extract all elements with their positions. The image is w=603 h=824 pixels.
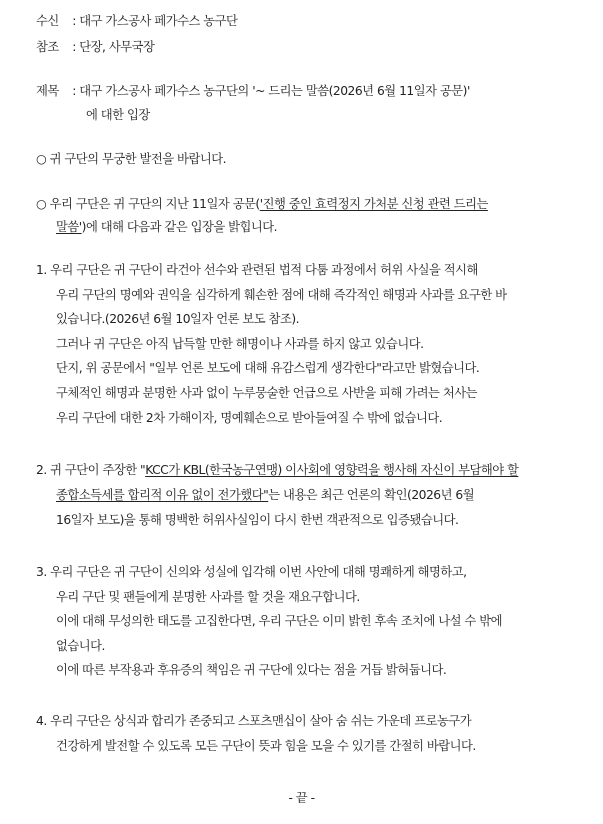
section-3-line-3: 이에 대해 무성의한 태도를 고집한다면, 우리 구단은 이미 밝힌 후속 조치에 나설 수 밖에: [56, 614, 502, 628]
section-1-line-3: 있습니다.(2026년 6월 10일자 언론 보도 참조).: [56, 312, 300, 326]
section-1-line-4: 그러나 귀 구단은 아직 납득할 만한 해명이나 사과를 하지 않고 있습니다.: [56, 337, 424, 351]
purpose-bullet-line-2: [56, 219, 277, 235]
section-2-line-1: [36, 462, 518, 478]
recipient-value: 대구 가스공사 페가수스 농구단: [79, 14, 238, 28]
purpose-bullet-line-1: [36, 196, 488, 212]
cc-value: 단장, 사무국장: [79, 40, 155, 54]
section-3-line-4: 없습니다.: [56, 639, 105, 653]
subject-line-1: 대구 가스공사 페가수스 농구단의 '~ 드리는 말씀(2026년 6월 11일자 공문)': [79, 84, 470, 98]
subject-row: 제목 : 대구 가스공사 페가수스 농구단의 '~ 드리는 말씀(2026년 6월 11일자 공문)': [36, 84, 470, 98]
section-3-line-1: 3. 우리 구단은 귀 구단이 신의와 성실에 입각해 이번 사안에 대해 명쾌하게 해명하고,: [36, 565, 467, 579]
section-1-line-7: 우리 구단에 대한 2차 가해이자, 명예훼손으로 받아들여질 수 밖에 없습니다.: [56, 411, 443, 425]
section-3-line-2: 우리 구단 및 팬들에게 분명한 사과를 할 것을 재요구합니다.: [56, 590, 360, 604]
purpose-bullet-prefix: ○ 우리 구단은 귀 구단의 지난 11일자 공문(: [36, 197, 260, 211]
purpose-bullet-suffix: )에 대해 다음과 같은 입장을 밝힙니다.: [81, 220, 278, 234]
section-4-line-2: 건강하게 발전할 수 있도록 모든 구단이 뜻과 힘을 모을 수 있기를 간절히 바랍니다.: [56, 739, 476, 753]
disputed-claim-part-1: KCC가 KBL(한국농구연맹) 이사회에 영향력을 행사해 자신이 부담해야 할: [145, 463, 519, 477]
recipient-label: 수신: [36, 14, 59, 28]
cc-label: 참조: [36, 40, 59, 54]
subject-line-2: 에 대한 입장: [86, 108, 150, 122]
recipient-row: 수신 : 대구 가스공사 페가수스 농구단: [36, 14, 238, 28]
section-3-line-5: 이에 따른 부작용과 후유증의 책임은 귀 구단에 있다는 점을 거듭 밝혀둡니다.: [56, 663, 447, 677]
greeting-bullet: ○ 귀 구단의 무궁한 발전을 바랍니다.: [36, 152, 226, 166]
section-2-suffix: 는 내용은 최근 언론의 확인(2026년 6월: [268, 488, 475, 502]
referenced-letter-title-part-2: 말씀': [56, 220, 82, 234]
cc-row: 참조 : 단장, 사무국장: [36, 40, 155, 54]
section-1-line-6: 구체적인 해명과 분명한 사과 없이 누루뭉술한 언급으로 사반을 피해 가려는 처사는: [56, 386, 477, 400]
section-1-line-5: 단지, 위 공문에서 "일부 언론 보도에 대해 유감스럽게 생각한다"라고만 밝혔습니다.: [56, 361, 480, 375]
disputed-claim-part-2: 종합소득세를 합리적 이유 없이 전가했다": [56, 488, 269, 502]
referenced-letter-title-part-1: '진행 중인 효력정지 가처분 신청 관련 드리는: [259, 197, 488, 211]
end-mark: - 끝 -: [288, 791, 315, 805]
subject-label: 제목: [36, 84, 59, 98]
section-2-line-2: [56, 487, 474, 503]
section-4-line-1: 4. 우리 구단은 상식과 합리가 존중되고 스포츠맨십이 살아 숨 쉬는 가운데 프로농구가: [36, 714, 472, 728]
section-2-prefix: 2. 귀 구단이 주장한 ": [36, 463, 146, 477]
section-1-line-1: 1. 우리 구단은 귀 구단이 라건아 선수와 관련된 법적 다툼 과정에서 허위 사실을 적시해: [36, 263, 478, 277]
section-2-line-3: 16일자 보도)을 통해 명백한 허위사실임이 다시 한번 객관적으로 입증됐습니다.: [56, 513, 459, 527]
section-1-line-2: 우리 구단의 명예와 권익을 심각하게 훼손한 점에 대해 즉각적인 해명과 사과를 요구한 바: [56, 288, 507, 302]
